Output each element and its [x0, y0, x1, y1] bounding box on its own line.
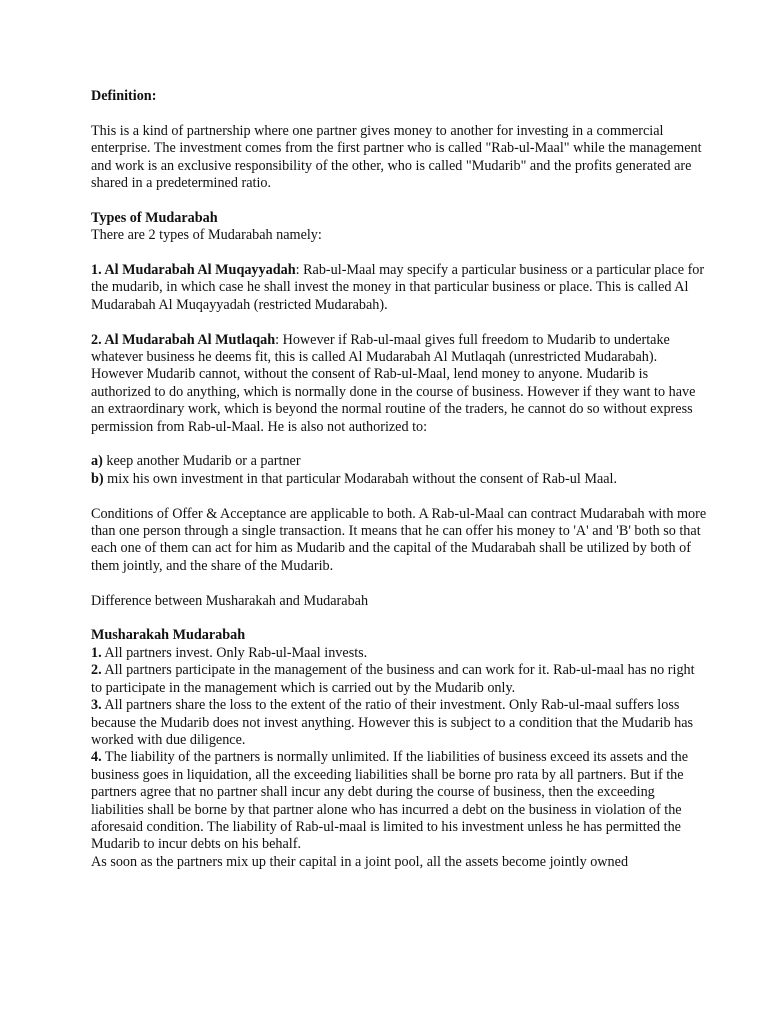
difference-point-3: 3. All partners share the loss to the extent of the ratio of their investment. Only Rab-ul-maal suffers loss because the Mudarib does not invest anything. However this is subject to a condition that the Mudarib has worked with due diligence. [91, 697, 694, 748]
difference-point-4: 4. The liability of the partners is normally unlimited. If the liabilities of business exceed its assets and the business goes in liquidation, all the exceeding liabilities shall be borne pro rata by all partners. But if the partners agree that no partner shall incur any debt during the course of business, then the exceeding liabilities shall be borne by that partner alone who has incurred a debt on the business in violation of the aforesaid condition. The liability of Rab-ul-maal is limited to his investment unless he has permitted the Mudarib to incur debts on his behalf. [91, 749, 689, 853]
types-heading: Types of Mudarabah [91, 209, 218, 226]
definition-body: This is a kind of partnership where one partner gives money to another for investing in a commercial enterprise. The investment comes from the first partner who is called "Rab-ul-Maal" while the management and work is an exclusive responsibility of the other, who is called "Mudarib" and the profits generated are shared in a predetermined ratio. [91, 122, 702, 192]
difference-point-1: 1. All partners invest. Only Rab-ul-Maal invests. [91, 644, 368, 661]
type-item-mutlaqah: 2. Al Mudarabah Al Mutlaqah: However if Rab-ul-maal gives full freedom to Mudarib to undertake whatever business he deems fit, this is called Al Mudarabah Al Mutlaqah (unrestricted Mudarabah). However Mudarib cannot, without the consent of Rab-ul-Maal, lend money to anyone. Mudarib is authorized to do anything, which is normally done in the course of business. However if they want to have an extraordinary work, which is beyond the normal routine of the traders, he cannot do so without express permission from Rab-ul-Maal. He is also not authorized to: [91, 331, 696, 435]
type-item-muqayyadah: 1. Al Mudarabah Al Muqayyadah: Rab-ul-Maal may specify a particular business or a particular place for the mudarib, in which case he shall invest the money in that particular business or place. This is called Al Mudarabah Al Muqayyadah (restricted Mudarabah). [91, 262, 705, 313]
restriction-a: a) keep another Mudarib or a partner [91, 453, 301, 470]
difference-point-2: 2. All partners participate in the management of the business and can work for it. Rab-ul-maal has no right to participate in the management which is carried out by the Mudarib only. [91, 662, 695, 696]
difference-columns-heading: Musharakah Mudarabah [91, 627, 246, 644]
types-intro: There are 2 types of Mudarabah namely: [91, 227, 322, 244]
difference-title: Difference between Musharakah and Mudarabah [91, 592, 369, 609]
restriction-b: b) mix his own investment in that particular Modarabah without the consent of Rab-ul Maal. [91, 470, 618, 487]
conditions-paragraph: Conditions of Offer & Acceptance are applicable to both. A Rab-ul-Maal can contract Mudarabah with more than one person through a single transaction. It means that he can offer his money to 'A' and 'B' both so that each one of them can act for him as Mudarib and the capital of the Mudarabah shall be utilized by both of them jointly, and the share of the Mudarib. [91, 505, 707, 574]
difference-closing: As soon as the partners mix up their capital in a joint pool, all the assets become jointly owned [91, 853, 629, 870]
definition-heading: Definition: [91, 88, 157, 104]
